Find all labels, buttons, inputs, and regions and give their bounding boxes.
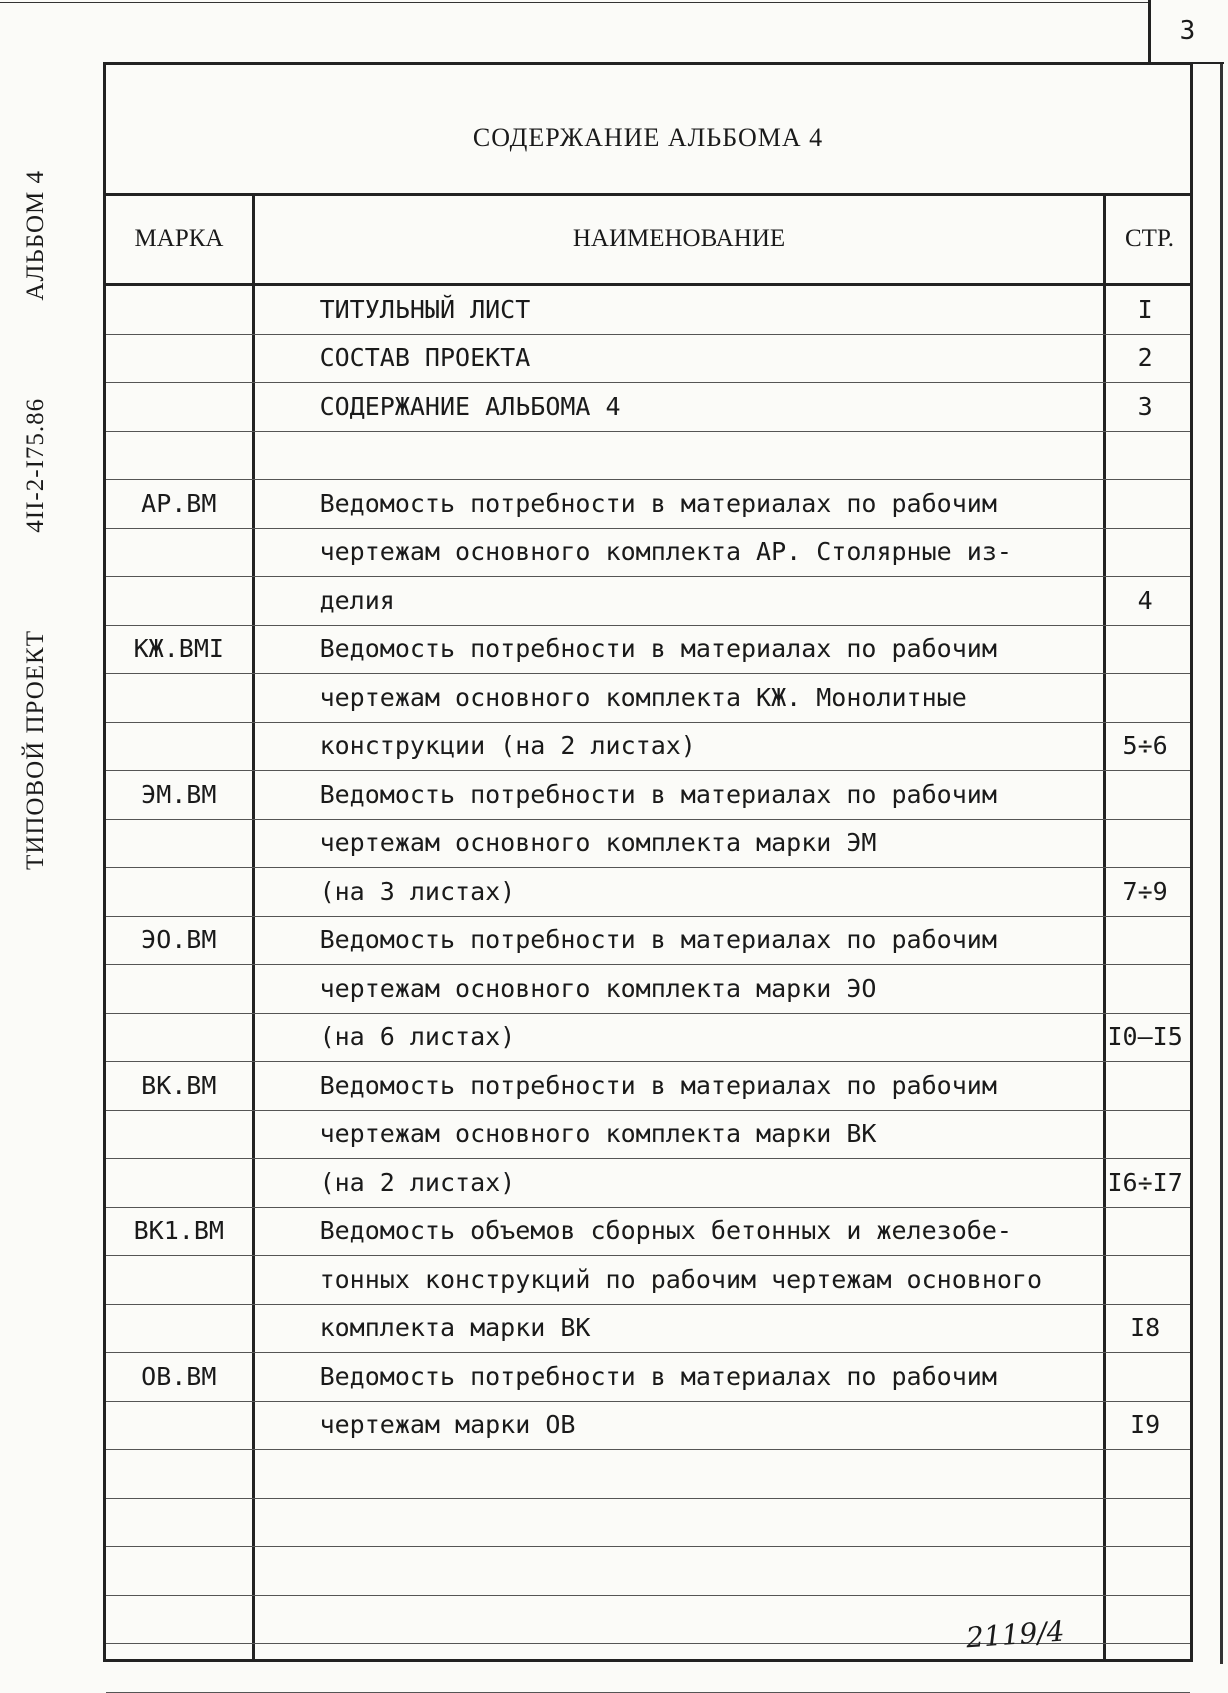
table-cell-page: I6÷I7 xyxy=(1107,1167,1183,1197)
table-cell-name: Ведомость потребности в материалах по рабочим xyxy=(319,1361,997,1391)
side-stamp-code: 4II-2-I75.86 xyxy=(22,397,49,533)
right-margin-line xyxy=(1220,64,1223,1664)
table-cell-page xyxy=(1100,518,1190,528)
table-row xyxy=(106,868,1190,917)
page-title: СОДЕРЖАНИЕ АЛЬБОМА 4 xyxy=(472,123,824,152)
table-cell-name: чертежам марки ОВ xyxy=(319,1410,576,1439)
table-cell-mark xyxy=(106,469,252,479)
table-cell-name: (на 3 листах) xyxy=(319,876,516,906)
table-cell-page xyxy=(1100,1294,1190,1304)
side-stamp-album: АЛЬБОМ 4 xyxy=(22,170,49,301)
table-cell-name: делия xyxy=(319,585,395,615)
table-cell-mark xyxy=(106,1682,252,1692)
table-row xyxy=(106,820,1190,869)
table-row xyxy=(106,1159,1190,1208)
table-cell-name: комплекта марки ВК xyxy=(319,1313,591,1342)
table-cell-mark xyxy=(106,857,252,867)
table-cell-name xyxy=(252,1682,1101,1692)
column-header-mark: МАРКА xyxy=(134,225,224,252)
table-row xyxy=(106,723,1190,772)
table-cell-page xyxy=(1100,566,1190,576)
table-row xyxy=(106,335,1190,384)
table-cell-page xyxy=(1100,1488,1190,1498)
table-row xyxy=(106,286,1190,335)
table-cell-mark: ОВ.ВМ xyxy=(141,1361,217,1391)
table-cell-name: ТИТУЛЬНЫЙ ЛИСТ xyxy=(319,294,531,324)
table-cell-page xyxy=(1100,857,1190,867)
table-cell-mark xyxy=(106,906,252,916)
table-row xyxy=(106,674,1190,723)
table-cell-page: 7÷9 xyxy=(1122,876,1168,906)
table-cell-mark xyxy=(106,1633,252,1643)
table-cell-mark xyxy=(106,566,252,576)
table-cell-page: I8 xyxy=(1130,1313,1161,1342)
table-row xyxy=(106,383,1190,432)
table-row xyxy=(106,1111,1190,1160)
table-cell-name xyxy=(252,1488,1101,1498)
table-row xyxy=(106,1256,1190,1305)
table-cell-page: I xyxy=(1137,294,1153,324)
table-cell-mark xyxy=(106,324,252,334)
table-cell-name: тонных конструкций по рабочим чертежам основного xyxy=(319,1264,1043,1294)
table-cell-name xyxy=(252,1585,1101,1595)
table-row xyxy=(106,1208,1190,1257)
table-cell-name: СОСТАВ ПРОЕКТА xyxy=(319,343,531,372)
table-cell-page xyxy=(1100,1100,1190,1110)
table-cell-mark xyxy=(106,372,252,382)
table-cell-page xyxy=(1100,1536,1190,1546)
table-row xyxy=(106,480,1190,529)
table-cell-page: 5÷6 xyxy=(1122,731,1168,760)
table-cell-name: Ведомость потребности в материалах по рабочим xyxy=(319,925,997,954)
document-frame xyxy=(103,62,1193,1662)
table-cell-mark xyxy=(106,1148,252,1158)
table-cell-mark: АР.ВМ xyxy=(141,488,217,518)
table-row xyxy=(106,1499,1190,1548)
table-cell-page xyxy=(1100,1003,1190,1013)
top-border-line xyxy=(0,2,1150,3)
table-cell-page xyxy=(1100,1633,1190,1643)
table-row xyxy=(106,965,1190,1014)
table-cell-page: I0–I5 xyxy=(1107,1022,1183,1051)
table-cell-page xyxy=(1100,469,1190,479)
contents-table xyxy=(106,286,1190,1693)
table-cell-mark xyxy=(106,1003,252,1013)
table-cell-mark xyxy=(106,1488,252,1498)
table-row xyxy=(106,1353,1190,1402)
table-cell-mark: ВК1.ВМ xyxy=(133,1216,224,1245)
table-row xyxy=(106,1547,1190,1596)
table-cell-name: (на 2 листах) xyxy=(319,1167,516,1197)
table-cell-page xyxy=(1100,712,1190,722)
table-row xyxy=(106,432,1190,481)
table-row xyxy=(106,1644,1190,1693)
table-row xyxy=(106,1014,1190,1063)
table-cell-mark: ВК.ВМ xyxy=(141,1070,217,1100)
table-cell-name: (на 6 листах) xyxy=(319,1022,516,1051)
table-cell-mark xyxy=(106,421,252,431)
table-row xyxy=(106,917,1190,966)
table-cell-mark xyxy=(106,712,252,722)
table-cell-name: Ведомость потребности в материалах по рабочим xyxy=(319,488,997,518)
table-row xyxy=(106,771,1190,820)
table-cell-name: конструкции (на 2 листах) xyxy=(319,731,696,760)
table-cell-page: 4 xyxy=(1137,585,1153,615)
table-cell-page xyxy=(1100,1585,1190,1595)
table-cell-mark xyxy=(106,1051,252,1061)
table-row xyxy=(106,626,1190,675)
table-cell-mark: ЭМ.ВМ xyxy=(141,779,217,809)
table-cell-name: Ведомость потребности в материалах по рабочим xyxy=(319,634,997,663)
table-cell-name: чертежам основного комплекта марки ЭМ xyxy=(319,828,877,857)
table-row xyxy=(106,1450,1190,1499)
table-cell-mark xyxy=(106,1585,252,1595)
table-cell-name: чертежам основного комплекта марки ЭО xyxy=(319,973,877,1003)
table-cell-page xyxy=(1100,954,1190,964)
table-cell-page xyxy=(1100,1245,1190,1255)
table-cell-page: 2 xyxy=(1137,343,1153,372)
header-rule xyxy=(106,193,1190,196)
table-cell-mark xyxy=(106,1536,252,1546)
table-cell-name: Ведомость объемов сборных бетонных и железобе- xyxy=(319,1216,1012,1245)
column-header-name: НАИМЕНОВАНИЕ xyxy=(572,225,786,252)
side-stamp xyxy=(22,170,50,870)
side-stamp-project: ТИПОВОЙ ПРОЕКТ xyxy=(22,629,49,870)
table-row xyxy=(106,1402,1190,1451)
table-cell-page xyxy=(1100,809,1190,819)
table-cell-name: Ведомость потребности в материалах по рабочим xyxy=(319,779,997,809)
table-cell-mark xyxy=(106,615,252,625)
table-cell-name: Ведомость потребности в материалах по рабочим xyxy=(319,1070,997,1100)
table-cell-mark: КЖ.ВМI xyxy=(133,634,224,663)
table-row xyxy=(106,577,1190,626)
table-cell-mark xyxy=(106,1342,252,1352)
table-cell-mark xyxy=(106,1439,252,1449)
table-cell-page: I9 xyxy=(1130,1410,1161,1439)
table-cell-page: 3 xyxy=(1137,391,1153,421)
table-cell-page xyxy=(1100,1391,1190,1401)
table-cell-mark xyxy=(106,1294,252,1304)
table-cell-page xyxy=(1100,1682,1190,1692)
table-row xyxy=(106,1305,1190,1354)
table-cell-name xyxy=(252,1536,1101,1546)
table-cell-mark: ЭО.ВМ xyxy=(141,925,217,954)
table-cell-mark xyxy=(106,1197,252,1207)
handwritten-signature: 2119/4 xyxy=(964,1614,1066,1655)
table-cell-name: СОДЕРЖАНИЕ АЛЬБОМА 4 xyxy=(319,391,621,421)
table-cell-name: чертежам основного комплекта АР. Столярные из- xyxy=(319,537,1012,566)
column-header-page: СТР. xyxy=(1125,225,1174,252)
table-cell-page xyxy=(1100,663,1190,673)
table-cell-name: чертежам основного комплекта марки ВК xyxy=(319,1119,877,1148)
table-cell-name xyxy=(252,469,1101,479)
table-row xyxy=(106,529,1190,578)
table-cell-name: чертежам основного комплекта КЖ. Монолитные xyxy=(319,682,967,712)
table-cell-page xyxy=(1100,1148,1190,1158)
table-cell-mark xyxy=(106,760,252,770)
table-row xyxy=(106,1062,1190,1111)
page-number: 3 xyxy=(1148,0,1224,64)
